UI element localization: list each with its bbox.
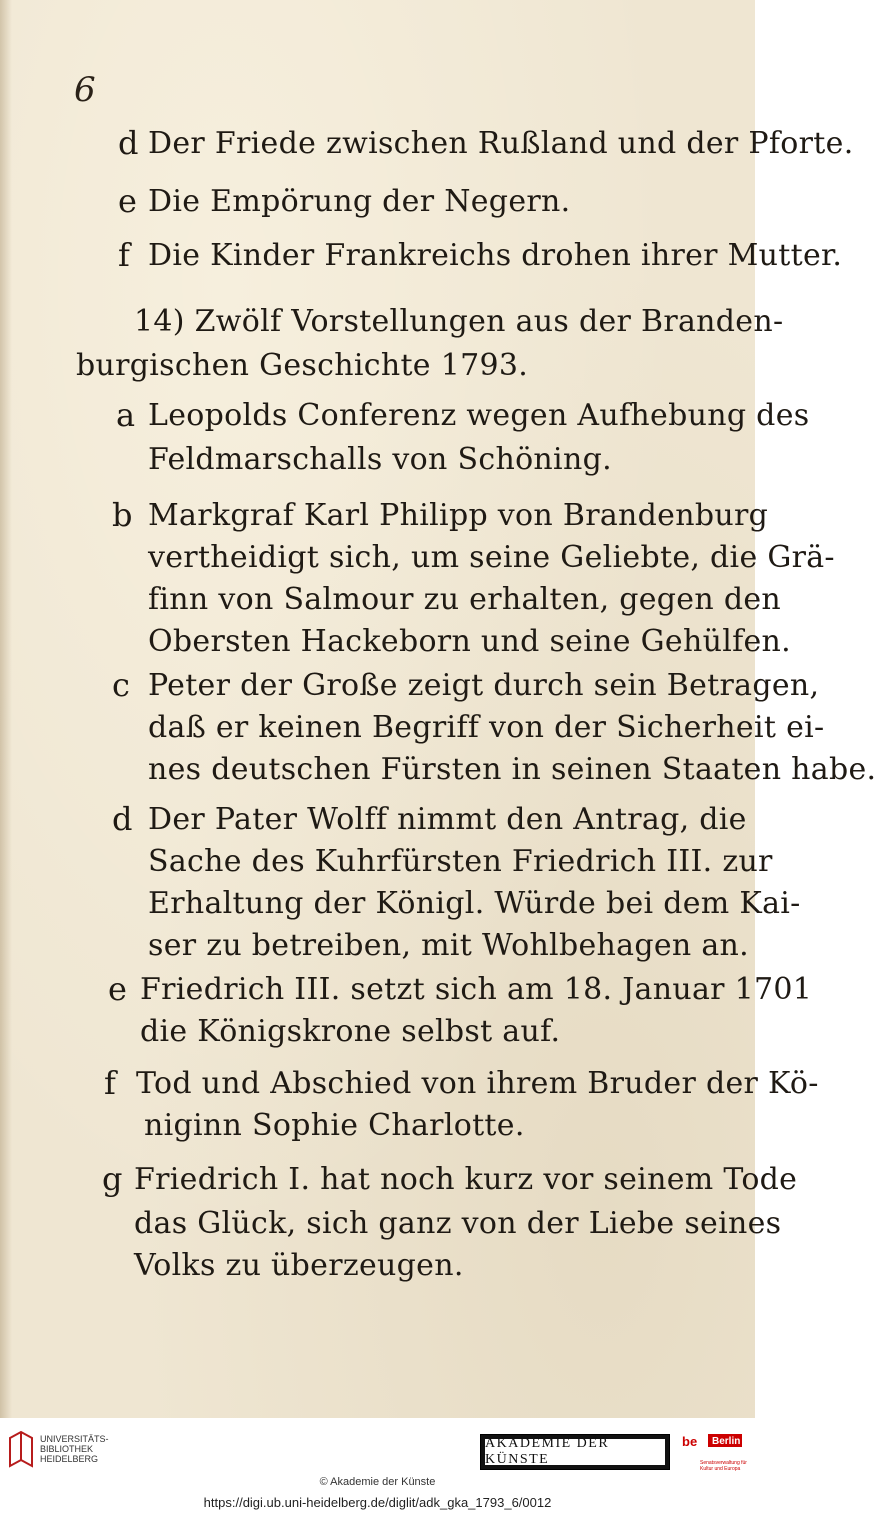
page-number: 6 — [74, 70, 96, 110]
text-line: ser zu betreiben, mit Wohlbehagen an. — [148, 928, 749, 963]
text-line: 14) Zwölf Vorstellungen aus der Branden- — [134, 304, 784, 339]
library-name-line: BIBLIOTHEK — [40, 1444, 94, 1454]
berlin-senate-text: Senatsverwaltung für Kultur und Europa — [700, 1460, 747, 1472]
item-label: g — [102, 1160, 123, 1198]
page-binding-shadow — [0, 0, 12, 1418]
akademie-der-kuenste-logo[interactable] — [480, 1434, 670, 1470]
text-line: Tod und Abschied von ihrem Bruder der Kö- — [136, 1066, 819, 1101]
university-library-name — [40, 1434, 109, 1464]
text-line: das Glück, sich ganz von der Liebe seines — [134, 1206, 782, 1241]
adk-logo-text: AKADEMIE DER KÜNSTE — [485, 1439, 665, 1465]
item-label: f — [104, 1064, 116, 1102]
source-url[interactable]: https://digi.ub.uni-heidelberg.de/diglit/adk_gka_1793_6/0012 — [203, 1495, 552, 1510]
item-label: e — [108, 970, 127, 1008]
item-label: a — [116, 396, 136, 434]
item-label: d — [112, 800, 133, 838]
text-line: vertheidigt sich, um seine Geliebte, die Grä- — [148, 540, 835, 575]
svg-text:Berlin: Berlin — [712, 1436, 741, 1447]
text-line: Markgraf Karl Philipp von Brandenburg — [148, 498, 769, 533]
text-line: burgischen Geschichte 1793. — [76, 348, 529, 383]
text-line: Obersten Hackeborn und seine Gehülfen. — [148, 624, 792, 659]
text-line: Feldmarschalls von Schöning. — [148, 442, 612, 477]
item-label: b — [112, 496, 133, 534]
svg-text:be: be — [682, 1434, 698, 1449]
text-line: Erhaltung der Königl. Würde bei dem Kai- — [148, 886, 801, 921]
item-label: d — [118, 124, 139, 162]
item-label: f — [118, 236, 130, 274]
text-line: Die Kinder Frankreichs drohen ihrer Mutter. — [148, 238, 843, 273]
item-label: e — [118, 182, 137, 220]
text-line: Der Friede zwischen Rußland und der Pforte. — [148, 126, 854, 161]
text-line: nes deutschen Fürsten in seinen Staaten habe. — [148, 752, 876, 787]
text-line: Friedrich I. hat noch kurz vor seinem Tode — [134, 1162, 798, 1197]
library-name-line: HEIDELBERG — [40, 1454, 99, 1464]
text-line: finn von Salmour zu erhalten, gegen den — [148, 582, 781, 617]
text-line: Volks zu überzeugen. — [134, 1248, 464, 1283]
text-line: die Königskrone selbst auf. — [140, 1014, 561, 1049]
text-line: Peter der Große zeigt durch sein Betragen, — [148, 668, 820, 703]
text-line: Friedrich III. setzt sich am 18. Januar 1701 — [140, 972, 813, 1007]
text-line: Leopolds Conferenz wegen Aufhebung des — [148, 398, 810, 433]
text-line: niginn Sophie Charlotte. — [144, 1108, 525, 1143]
text-line: Der Pater Wolff nimmt den Antrag, die — [148, 802, 747, 837]
library-name-line: UNIVERSITÄTS- — [40, 1434, 109, 1444]
text-line: Sache des Kuhrfürsten Friedrich III. zur — [148, 844, 773, 879]
text-line: daß er keinen Begriff von der Sicherheit ei- — [148, 710, 825, 745]
university-library-logo-icon — [6, 1430, 36, 1470]
copyright-notice: © Akademie der Künste — [319, 1476, 436, 1488]
item-label: c — [112, 666, 130, 704]
text-line: Die Empörung der Negern. — [148, 184, 571, 219]
